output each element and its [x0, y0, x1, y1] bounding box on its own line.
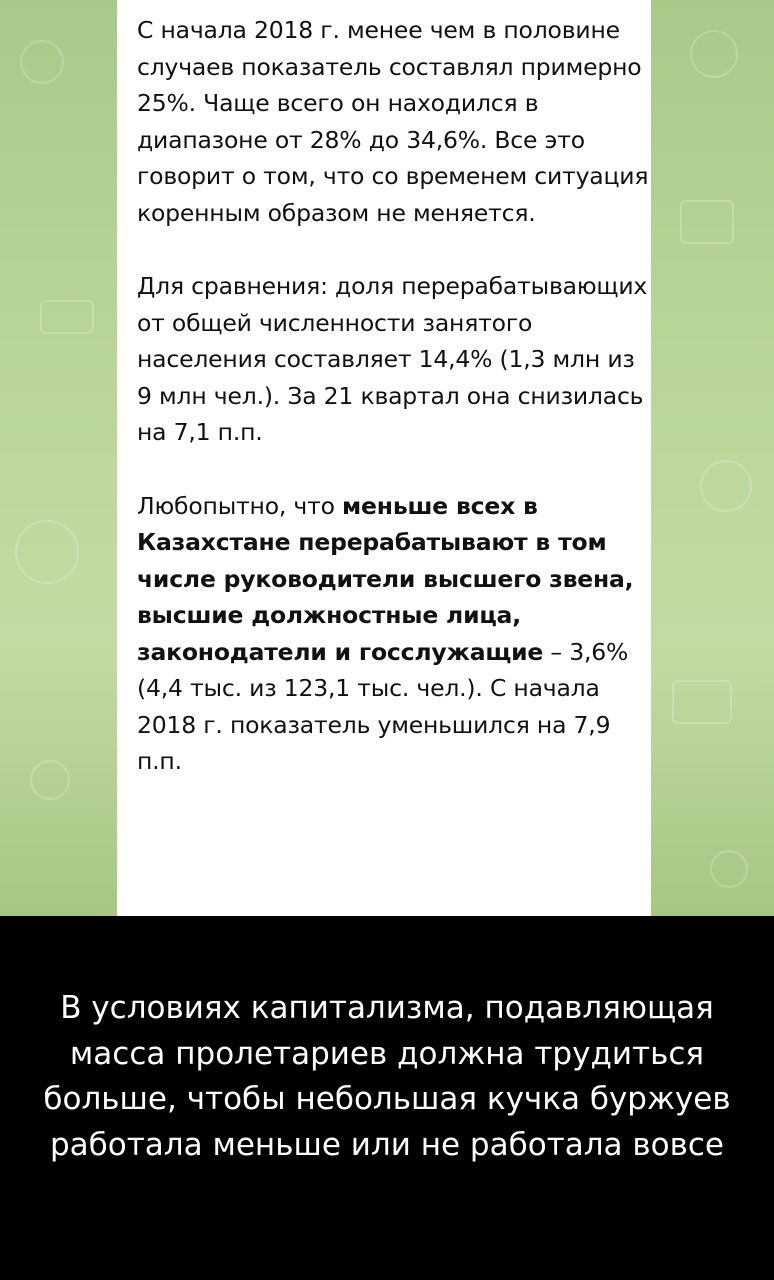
message-paragraph-3	[137, 488, 651, 780]
doodle-pattern	[710, 850, 748, 888]
doodle-pattern	[672, 680, 732, 724]
message-paragraph-2: Для сравнения: доля перерабатывающих от общей численности занятого населения составляет 14,4% (1,3 млн из 9 млн чел.). За 21 квартал она снизилась на 7,1 п.п.	[137, 272, 648, 446]
caption-area	[0, 916, 774, 1280]
message-paragraph-1: С начала 2018 г. менее чем в половине случаев показатель составлял примерно 25%. Чаще всего он находился в диапазоне от 28% до 34,6%. Все это говорит о том, что со временем ситуация коренным образом не меняется.	[137, 16, 649, 227]
message-paragraph-3-end: – 3,6% (4,4 тыс. из 123,1 тыс. чел.). С начала 2018 г. показатель уменьшился на 7,9 п.п.	[137, 637, 629, 775]
doodle-pattern	[690, 30, 738, 78]
message-paragraph-3-bold: меньше всех в Казахстане перерабатывают в том числе руководители высшего звена, высшие должностные лица, законодатели и госслужащие	[137, 491, 634, 666]
doodle-pattern	[40, 300, 94, 334]
doodle-pattern	[680, 200, 734, 244]
doodle-pattern	[700, 460, 752, 512]
message-bubble[interactable]	[117, 0, 651, 916]
doodle-pattern	[30, 760, 70, 800]
caption-text: В условиях капитализма, подавляющая масса пролетариев должна трудиться больше, чтобы небольшая кучка буржуев работала меньше или не работала вовсе	[43, 990, 731, 1163]
doodle-pattern	[20, 40, 64, 84]
message-paragraph-3-start: Любопытно, что	[137, 491, 343, 520]
doodle-pattern	[15, 520, 79, 584]
